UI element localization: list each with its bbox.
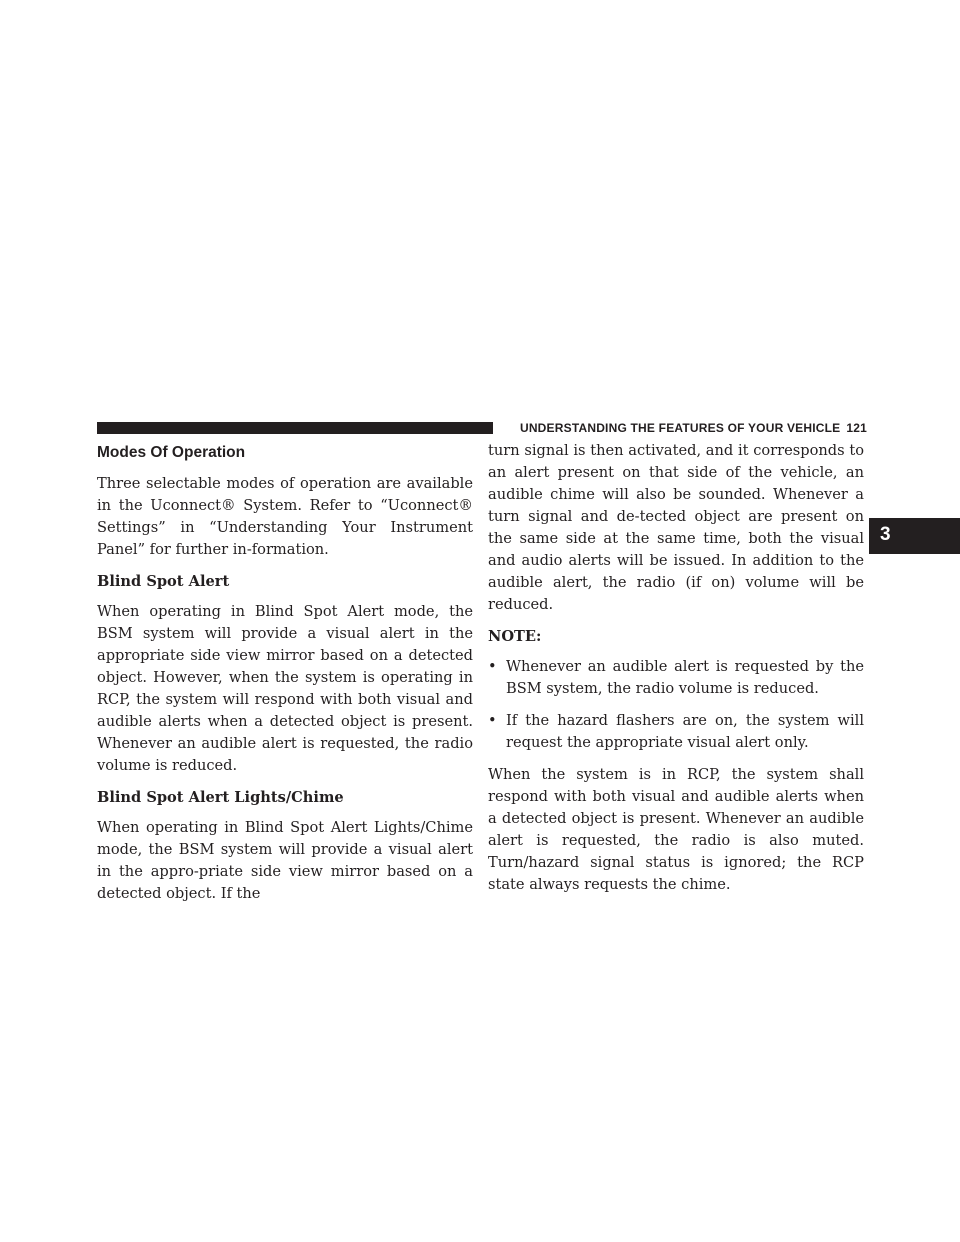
continued-paragraph: turn signal is then activated, and it corresponds to an alert present on that side of the vehicle, an audible chime will also be sounded. Whenever a turn signal and de-tected object are present on the same side at the same time, both the visual and audio alerts will be issued. In addition to the audible alert, the radio (if on) volume will be reduced. — [488, 442, 864, 613]
left-column — [97, 440, 473, 915]
section-title: UNDERSTANDING THE FEATURES OF YOUR VEHICLE — [519, 421, 841, 435]
chapter-number: 3 — [880, 524, 891, 545]
note-label: NOTE: — [488, 628, 542, 645]
note-list — [488, 656, 864, 754]
bullet-icon: • — [488, 712, 497, 729]
right-column — [488, 440, 864, 906]
list-item-text: If the hazard flashers are on, the system will request the appropriate visual alert only. — [506, 712, 864, 751]
list-item-text: Whenever an audible alert is requested by the BSM system, the radio volume is reduced. — [506, 658, 864, 697]
chapter-tab — [869, 518, 960, 554]
list-item — [488, 656, 864, 700]
lights-chime-paragraph: When operating in Blind Spot Alert Lights/Chime mode, the BSM system will provide a visual alert in the appro-priate side view mirror based on a detected object. If the — [97, 819, 473, 902]
rcp-paragraph: When the system is in RCP, the system shall respond with both visual and audible alerts when a detected object is present. Whenever an audible alert is requested, the radio is also muted. Turn/hazard signal status is ignored; the RCP state always requests the chime. — [488, 766, 864, 893]
header-rule — [97, 422, 493, 434]
list-item — [488, 710, 864, 754]
intro-paragraph: Three selectable modes of operation are available in the Uconnect® System. Refer to “Uconnect® Settings” in “Understanding Your Instrument Panel” for further in-formation. — [97, 475, 473, 558]
section-heading: Modes Of Operation — [97, 444, 246, 461]
subheading-blind-spot-alert: Blind Spot Alert — [97, 573, 230, 590]
running-header — [514, 421, 867, 435]
subheading-lights-chime: Blind Spot Alert Lights/Chime — [97, 789, 344, 806]
page-number: 121 — [846, 421, 867, 435]
bullet-icon: • — [488, 658, 497, 675]
page-header — [97, 422, 867, 434]
blind-spot-alert-paragraph: When operating in Blind Spot Alert mode, the BSM system will provide a visual alert in the appropriate side view mirror based on a detected object. However, when the system is operating in RCP, the system will respond with both visual and audible alerts when a detected object is present. Whenever an audible alert is requested, the radio volume is reduced. — [97, 603, 473, 774]
